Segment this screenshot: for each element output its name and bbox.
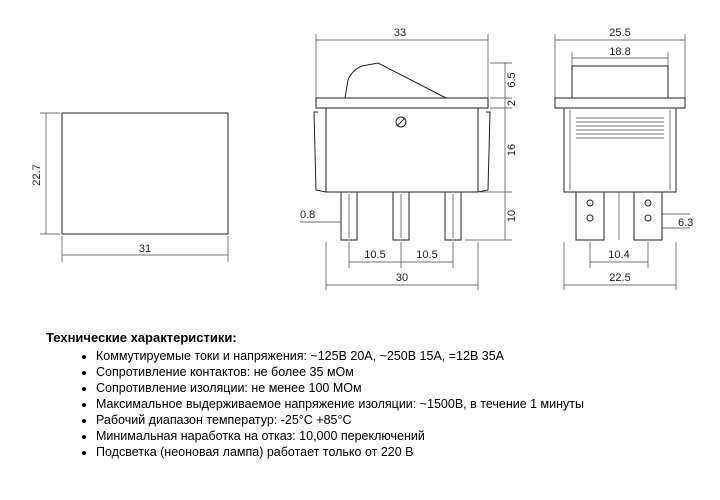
dim-18-8: 18.8	[609, 46, 631, 58]
dim-31: 31	[138, 243, 152, 255]
dim-2: 2	[506, 99, 518, 107]
dim-6-3: 6.3	[678, 217, 694, 229]
dim-22-7: 22.7	[31, 164, 43, 186]
side-view	[300, 27, 518, 290]
dim-10-5-right: 10.5	[416, 249, 438, 261]
dim-30: 30	[395, 272, 409, 284]
spec-item: • Минимальная наработка на отказ: 10,000 переключений	[96, 428, 706, 444]
dim-10-5-left: 10.5	[364, 249, 386, 261]
front-view	[555, 27, 693, 290]
spec-item: • Рабочий диапазон температур: -25°С +85°С	[96, 412, 706, 428]
top-view	[31, 113, 228, 262]
dim-6-5: 6.5	[506, 72, 518, 88]
dim-0-8: 0.8	[300, 209, 316, 221]
spec-item: • Коммутируемые токи и напряжения: ~125В 20А, ~250В 15А, =12В 35А	[96, 348, 706, 364]
spec-item: • Сопротивление контактов: не более 35 мОм	[96, 364, 706, 380]
spec-item: • Максимальное выдерживаемое напряжение изоляции: ~1500В, в течение 1 минуты	[96, 396, 706, 412]
dim-25-5: 25.5	[609, 27, 631, 39]
dim-10-4: 10.4	[608, 249, 630, 261]
specs-section	[46, 330, 706, 460]
dim-22-5: 22.5	[609, 272, 631, 284]
spec-item: • Подсветка (неоновая лампа) работает только от 220 В	[96, 444, 706, 460]
dim-33: 33	[393, 27, 407, 39]
specs-title: Технические характеристики:	[46, 330, 237, 345]
dim-16: 16	[506, 143, 518, 157]
specs-list	[46, 348, 706, 460]
spec-item: • Сопротивление изоляции: не менее 100 МОм	[96, 380, 706, 396]
dim-10: 10	[506, 209, 518, 223]
